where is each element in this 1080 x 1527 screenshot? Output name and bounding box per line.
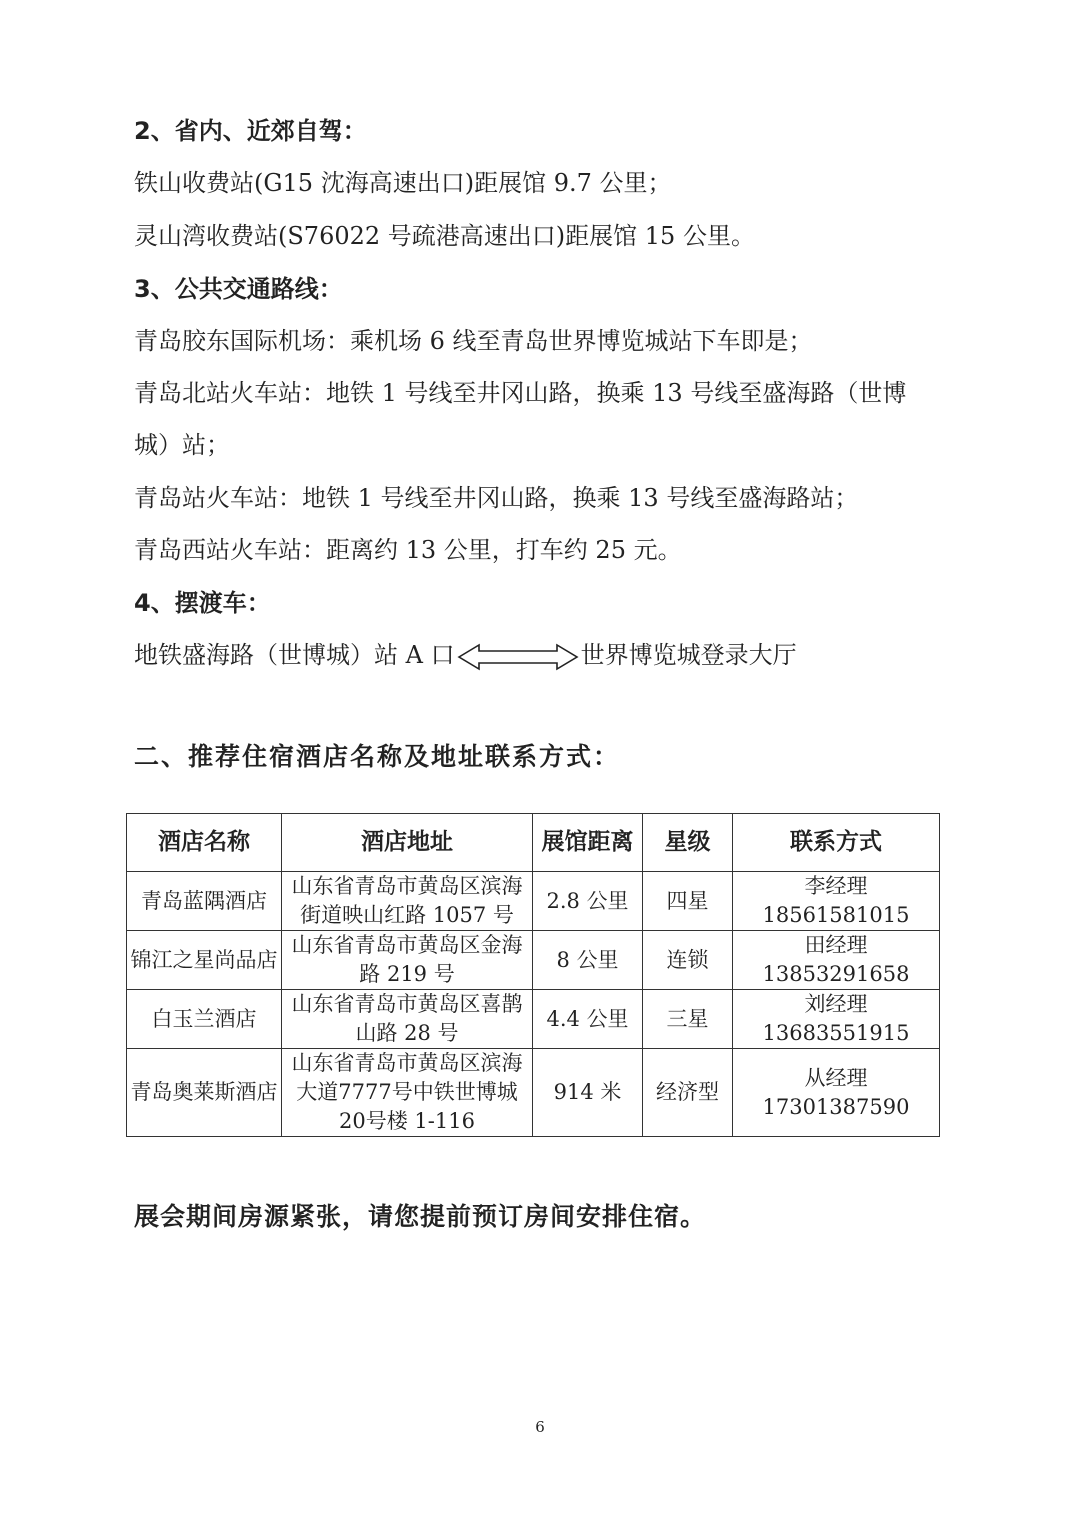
hotel-rating: 连锁 [643,931,733,990]
column-header: 星级 [643,814,733,872]
hotel-rating: 经济型 [643,1049,733,1137]
text-line: 青岛北站火车站：地铁 1 号线至井冈山路，换乘 13 号线至盛海路（世博 [134,379,907,407]
hotel-name: 白玉兰酒店 [127,990,282,1049]
hotel-contact: 刘经理 13683551915 [733,990,940,1049]
table-row [127,931,940,990]
hotel-address: 山东省青岛市黄岛区滨海大道7777号中铁世博城20号楼 1-116 [282,1049,533,1137]
column-header: 酒店地址 [282,814,533,872]
shuttle-from: 地铁盛海路（世博城）站 A 口 [134,641,455,669]
text-line: 城）站； [134,431,230,459]
hotel-distance: 914 米 [533,1049,643,1137]
hotel-contact: 李经理 18561581015 [733,872,940,931]
section-heading-shuttle: 4、摆渡车： [134,589,271,617]
text-line: 铁山收费站(G15 沈海高速出口)距展馆 9.7 公里； [134,169,672,197]
column-header: 展馆距离 [533,814,643,872]
hotel-rating: 三星 [643,990,733,1049]
hotel-contact: 从经理 17301387590 [733,1049,940,1137]
hotel-address: 山东省青岛市黄岛区喜鹊山路 28 号 [282,990,533,1049]
table-header-row [127,814,940,872]
table-row [127,1049,940,1137]
hotel-address: 山东省青岛市黄岛区滨海街道映山红路 1057 号 [282,872,533,931]
hotel-rating: 四星 [643,872,733,931]
column-header: 联系方式 [733,814,940,872]
hotel-name: 锦江之星尚品店 [127,931,282,990]
table-row [127,872,940,931]
column-header: 酒店名称 [127,814,282,872]
double-arrow-icon [457,642,579,672]
hotel-distance: 2.8 公里 [533,872,643,931]
section-heading-self-drive: 2、省内、近郊自驾： [134,117,367,145]
hotel-table [126,813,940,1137]
hotel-distance: 8 公里 [533,931,643,990]
table-row [127,990,940,1049]
section-heading-public-transit: 3、公共交通路线： [134,275,343,303]
shuttle-route [134,640,797,672]
hotel-address: 山东省青岛市黄岛区金海路 219 号 [282,931,533,990]
hotel-name: 青岛蓝隅酒店 [127,872,282,931]
text-line: 灵山湾收费站(S76022 号疏港高速出口)距展馆 15 公里。 [134,222,755,250]
page-number: 6 [535,1418,545,1436]
hotel-contact: 田经理 13853291658 [733,931,940,990]
booking-notice: 展会期间房源紧张，请您提前预订房间安排住宿。 [134,1202,707,1231]
hotels-heading: 二、推荐住宿酒店名称及地址联系方式： [134,742,621,771]
hotel-distance: 4.4 公里 [533,990,643,1049]
hotel-name: 青岛奥莱斯酒店 [127,1049,282,1137]
text-line: 青岛站火车站：地铁 1 号线至井冈山路，换乘 13 号线至盛海路站； [134,484,859,512]
text-line: 青岛西站火车站：距离约 13 公里，打车约 25 元。 [134,536,682,564]
text-line: 青岛胶东国际机场：乘机场 6 线至青岛世界博览城站下车即是； [134,327,813,355]
shuttle-to: 世界博览城登录大厅 [580,641,797,669]
